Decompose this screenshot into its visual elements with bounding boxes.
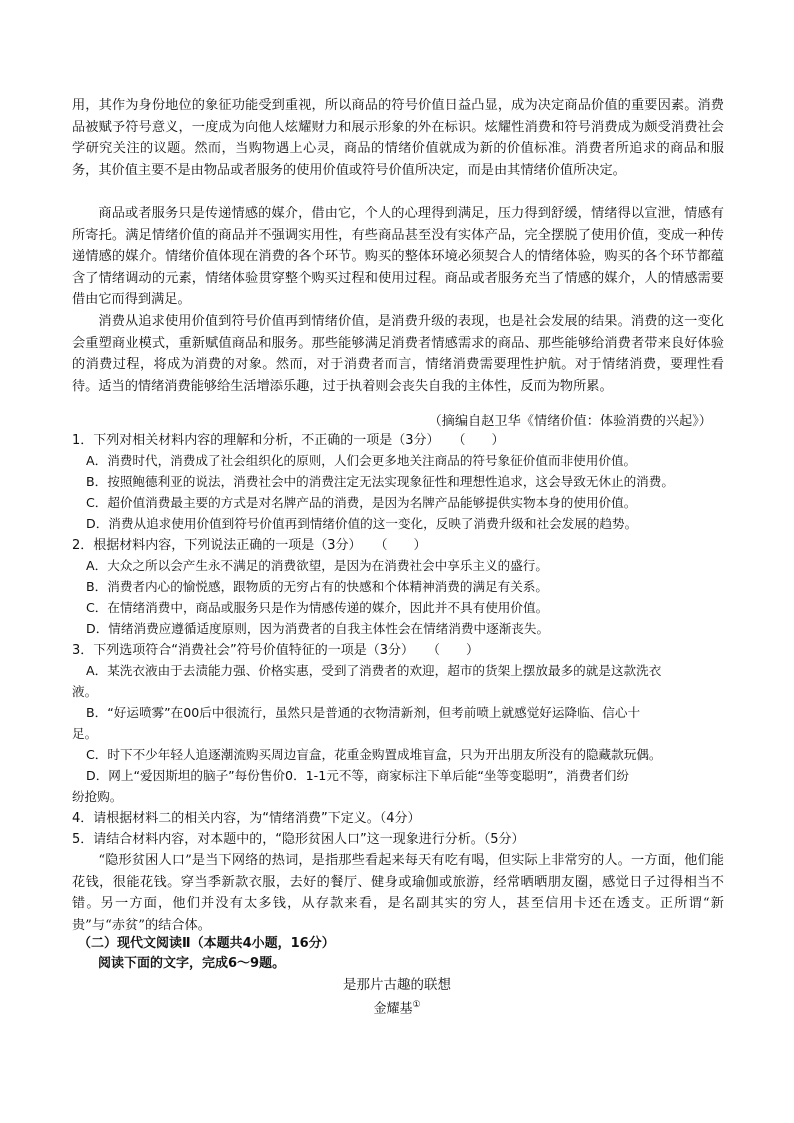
article-title: 是那片古趣的联想: [343, 977, 451, 993]
question-3-option-d: D．网上“爱因斯坦的脑子”每份售价0．1-1元不等，商家标注下单后能“坐等变聪明”，消费者们纷: [86, 768, 629, 783]
question-1-option-a: A．消费时代，消费成了社会组织化的原则，人们会更多地关注商品的符号象征价值而非使用价值。: [86, 453, 637, 468]
question-3-option-a: A．某洗衣液由于去渍能力强、价格实惠，受到了消费者的欢迎，超市的货架上摆放最多的就是这款洗衣: [86, 663, 662, 678]
question-4-stem: 4．请根据材料二的相关内容，为“情绪消费”下定义。（4分）: [72, 811, 421, 826]
question-1-option-b: B．按照鲍德利亚的说法，消费社会中的消费注定无法实现象征性和理想性追求，这会导致无休止的消费。: [86, 474, 674, 489]
author-name: 金耀基: [373, 1001, 413, 1017]
question-3-stem: 3．下列选项符合“消费社会”符号价值特征的一项是（3分） （ ）: [72, 643, 480, 658]
question-3-option-b: B．“好运喷雾”在00后中很流行，虽然只是普通的衣物清新剂，但考前喷上就感觉好运降临、信心十: [86, 705, 641, 720]
question-5-passage: “隐形贫困人口”是当下网络的热词，是指那些看起来每天有吃有喝，但实际上非常穷的人。一方面，他们能花钱，很能花钱。穿当季新款衣服，去好的餐厅、健身或瑜伽或旅游，经常晒晒朋友圈，感觉日子过得相当不错。另一方面，他们并没有太多钱，从存款来看，是名副其实的穷人，甚至信用卡还在透支。正所谓“新贵”与“赤贫”的结合体。: [72, 853, 724, 933]
material-source: （摘编自赵卫华《情绪价值：体验消费的兴起》）: [428, 414, 712, 429]
question-2-option-b: B．消费者内心的愉悦感，跟物质的无穷占有的快感和个体精神消费的满足有关系。: [86, 579, 549, 594]
material-paragraph-1: 用，其作为身份地位的象征功能受到重视，所以商品的符号价值日益凸显，成为决定商品价值的重要因素。消费品被赋予符号意义，一度成为向他人炫耀财力和展示形象的外在标识。炫耀性消费和符号消费成为颇受消费社会学研究关注的议题。然而，当购物遇上心灵，商品的情绪价值就成为新的价值标准。消费者所追求的商品和服务，其价值主要不是由物品或者服务的使用价值或符号价值所决定，而是由其情绪价值所决定。: [72, 98, 724, 178]
question-3-option-a-continued: 液。: [72, 684, 98, 699]
question-2-option-d: D．情绪消费应遵循适度原则，因为消费者的自我主体性会在情绪消费中逐渐丧失。: [86, 621, 550, 636]
material-paragraph-2: 商品或者服务只是传递情感的媒介，借由它，个人的心理得到满足，压力得到舒缓，情绪得以宣泄，情感有所寄托。满足情绪价值的商品并不强调实用性，有些商品甚至没有实体产品，完全摆脱了使用价值，变成一种传递情感的媒介。情绪价值体现在消费的各个环节。购买的整体环境必须契合人的情绪体验，购买的各个环节都蕴含了情绪调动的元素，情绪体验贯穿整个购买过程和使用过程。商品或者服务充当了情感的媒介，人的情感需要借由它而得到满足。: [72, 206, 724, 308]
question-2-stem: 2．根据材料内容，下列说法正确的一项是（3分） （ ）: [72, 538, 427, 553]
question-3-option-d-continued: 纷抢购。: [72, 789, 123, 804]
question-1-option-c: C．超价值消费最主要的方式是对名牌产品的消费，是因为名牌产品能够提供实物本身的使用价值。: [86, 495, 637, 510]
footnote-mark: ①: [412, 1000, 421, 1010]
question-2-option-c: C．在情绪消费中，商品或服务只是作为情感传递的媒介，因此并不具有使用价值。: [86, 600, 549, 615]
question-1-option-d: D．消费从追求使用价值到符号价值再到情绪价值的这一变化，反映了消费升级和社会发展的趋势。: [86, 516, 638, 531]
article-author: [0, 995, 794, 1019]
section-2-heading: （二）现代文阅读Ⅱ（本题共4小题，16分）: [78, 936, 335, 951]
question-5-stem: 5．请结合材料内容，对本题中的，“隐形贫困人口”这一现象进行分析。（5分）: [72, 832, 525, 847]
question-2-option-a: A．大众之所以会产生永不满足的消费欲望，是因为在消费社会中享乐主义的盛行。: [86, 558, 548, 573]
section-2-instruction: 阅读下面的文字，完成6～9题。: [98, 956, 286, 971]
question-1-stem: 1．下列对相关材料内容的理解和分析，不正确的一项是（3分） （ ）: [72, 433, 505, 448]
question-3-option-c: C．时下不少年轻人追逐潮流购买周边盲盒，花重金购置成堆盲盒，只为开出朋友所没有的隐藏款玩偶。: [86, 747, 662, 762]
material-paragraph-3: 消费从追求使用价值到符号价值再到情绪价值，是消费升级的表现，也是社会发展的结果。消费的这一变化会重塑商业模式，重新赋值商品和服务。那些能够满足消费者情感需求的商品、那些能够给消费者带来良好体验的消费过程，将成为消费的对象。然而，对于消费者而言，情绪消费需要理性护航。对于情绪消费，要理性看待。适当的情绪消费能够给生活增添乐趣，过于执着则会丧失自我的主体性，反而为物所累。: [72, 314, 724, 394]
question-3-option-b-continued: 足。: [72, 726, 98, 741]
